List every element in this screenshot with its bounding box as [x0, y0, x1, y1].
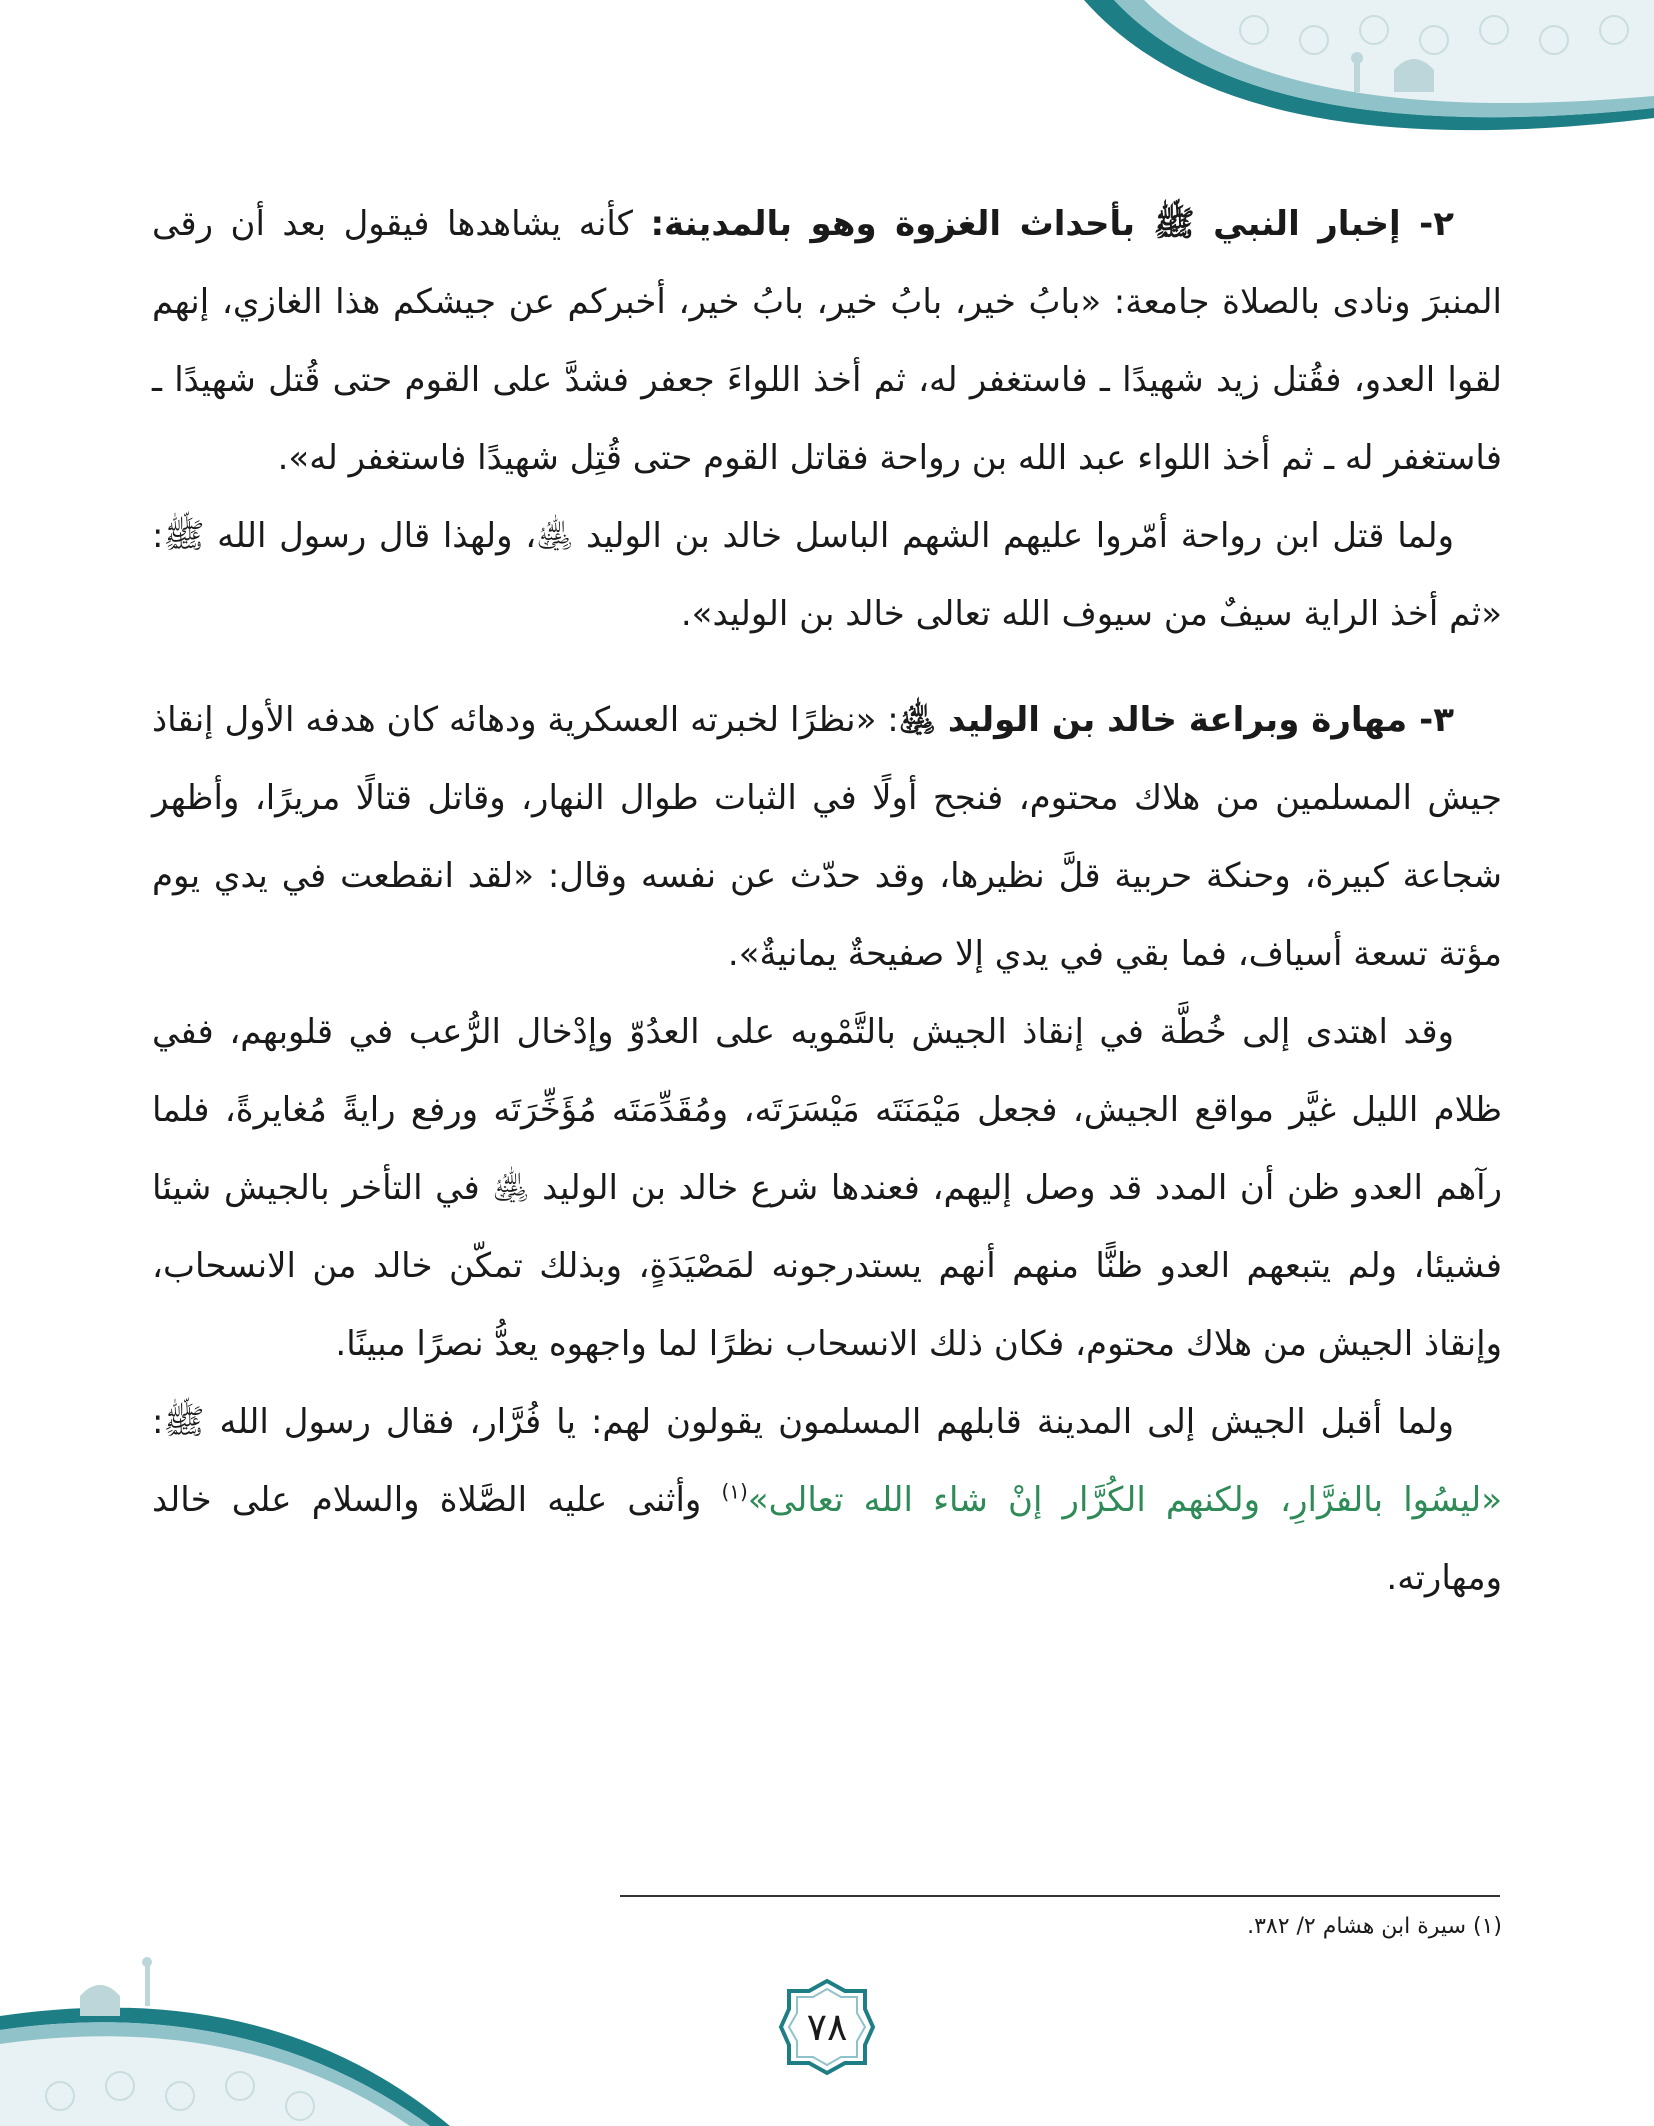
paragraph-withdrawal-plan — [152, 993, 1502, 1383]
paragraph-text: ولما أقبل الجيش إلى المدينة قابلهم المسلمون يقولون لهم: يا فُرَّار، فقال رسول الله ﷺ: — [152, 1402, 1454, 1442]
footnote: (١) سيرة ابن هشام ٢/ ٣٨٢. — [1247, 1914, 1502, 1939]
footnote-reference[interactable]: (١) — [721, 1479, 748, 1504]
paragraph-text: : «نظرًا لخبرته العسكرية ودهائه كان هدفه الأول إنقاذ جيش المسلمين من هلاك محتوم، فنجح أولًا في الثبات طوال النهار، وقاتل قتالًا مريرًا، وأظهر شجاعة كبيرة، وحنكة حربية قلَّ نظيرها، وقد حدّث عن نفسه وقال: «لقد انقطعت في يدي يوم مؤتة تسعة أسياف، فما بقي في يدي إلا صفيحةٌ يمانيةٌ». — [152, 700, 1502, 974]
page-number-badge — [777, 1977, 877, 2077]
paragraph-khalid-skill — [152, 681, 1502, 993]
page-number: ٧٨ — [806, 2005, 848, 2049]
section-heading-3: ٣- مهارة وبراعة خالد بن الوليد ﵁ — [898, 700, 1454, 740]
paragraph-text: وأثنى عليه الصَّلاة والسلام على خالد ومهارته. — [152, 1480, 1502, 1598]
paragraph-text: كأنه يشاهدها فيقول بعد أن رقى المنبرَ ونادى بالصلاة جامعة: «بابُ خير، بابُ خير، بابُ خير، أخبركم عن جيشكم هذا الغازي، إنهم لقوا العدو، فقُتل زيد شهيدًا ـ فاستغفر له، ثم أخذ اللواءَ جعفر فشدَّ على القوم حتى قُتل شهيدًا ـ فاستغفر له ـ ثم أخذ اللواء عبد الله بن رواحة فقاتل القوم حتى قُتِل شهيدًا فاستغفر له». — [152, 204, 1502, 478]
paragraph-text: وقد اهتدى إلى خُطَّة في إنقاذ الجيش بالتَّمْويه على العدُوّ وإدْخال الرُّعب في قلوبهم، ففي ظلام الليل غيَّر مواقع الجيش، فجعل مَيْمَنَتَه مَيْسَرَتَه، ومُقَدِّمَتَه مُؤَخِّرَتَه ورفع رايةً مُغايرةً، فلما رآهم العدو ظن أن المدد قد وصل إليهم، فعندها شرع خالد بن الوليد ﵁ في التأخر بالجيش شيئا فشيئا، ولم يتبعهم العدو ظنًّا منهم أنهم يستدرجونه لمَصْيَدَةٍ، وبذلك تمكّن خالد من الانسحاب، وإنقاذ الجيش من هلاك محتوم، فكان ذلك الانسحاب نظرًا لما واجهوه يعدُّ نصرًا مبينًا. — [152, 1012, 1502, 1364]
footnote-divider — [620, 1895, 1500, 1897]
hadith-quote: «ليسُوا بالفرَّارِ، ولكنهم الكُرَّار إنْ شاء الله تعالى» — [747, 1480, 1502, 1520]
paragraph-return-medina — [152, 1383, 1502, 1617]
main-text — [152, 185, 1502, 1617]
paragraph-khalid-leadership — [152, 497, 1502, 653]
corner-ornament-top — [1054, 0, 1654, 140]
corner-ornament-bottom — [0, 1946, 470, 2126]
paragraph-prophet-news — [152, 185, 1502, 497]
paragraph-text: ولما قتل ابن رواحة أمّروا عليهم الشهم الباسل خالد بن الوليد ﵁، ولهذا قال رسول الله ﷺ: «ثم أخذ الراية سيفٌ من سيوف الله تعالى خالد بن الوليد». — [152, 516, 1502, 634]
section-heading-2: ٢- إخبار النبي ﷺ بأحداث الغزوة وهو بالمدينة: — [650, 204, 1454, 244]
